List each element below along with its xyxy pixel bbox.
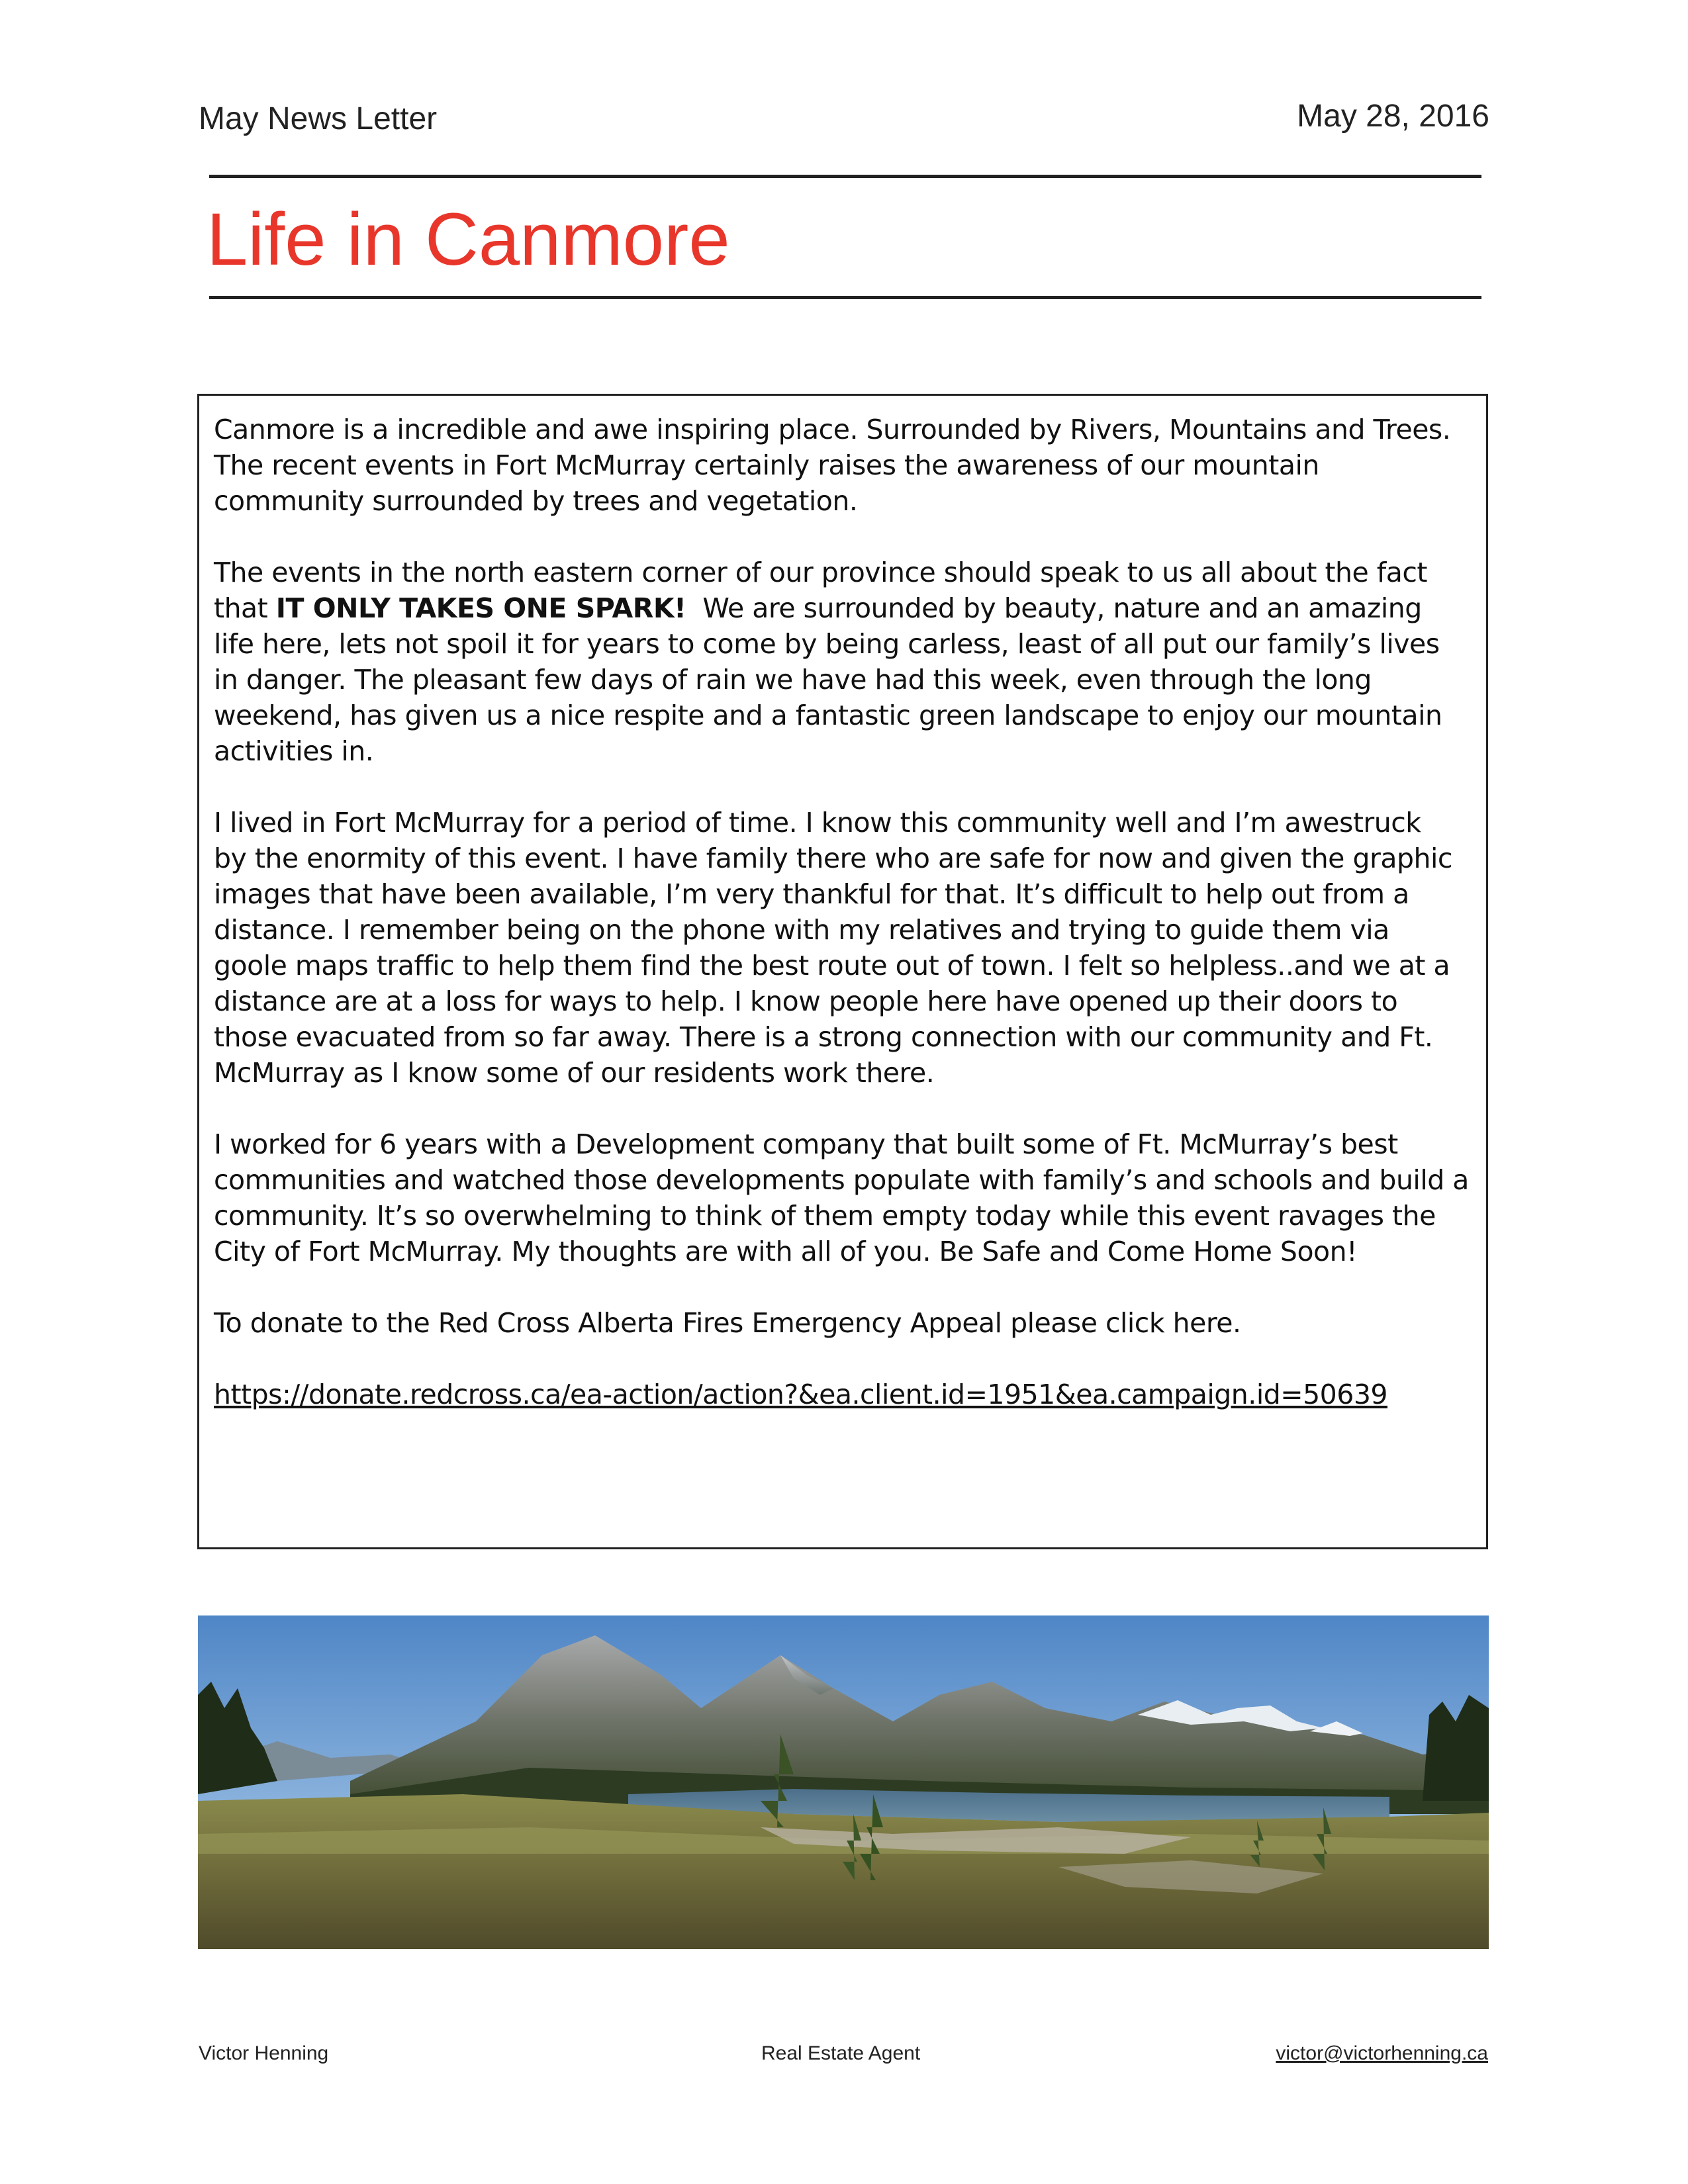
newsletter-label: May News Letter bbox=[199, 101, 438, 136]
article-line: McMurray as I know some of our residents work there. bbox=[214, 1057, 935, 1089]
footer-email-link[interactable]: victor@victorhenning.ca bbox=[1276, 2042, 1488, 2064]
article-line: communities and watched those developments populate with family’s and schools and build a bbox=[214, 1164, 1469, 1196]
article-line: City of Fort McMurray. My thoughts are with all of you. Be Safe and Come Home Soon! bbox=[214, 1236, 1358, 1267]
donate-text: To donate to the Red Cross Alberta Fires Emergency Appeal please click here. bbox=[214, 1307, 1241, 1339]
article-line: I lived in Fort McMurray for a period of time. I know this community well and I’m awestruck bbox=[214, 807, 1421, 839]
article-text: that bbox=[214, 592, 276, 624]
page-title: Life in Canmore bbox=[207, 198, 730, 281]
donate-link[interactable]: https://donate.redcross.ca/ea-action/action?&ea.client.id=1951&ea.campaign.id=50639 bbox=[214, 1379, 1388, 1410]
article-line: images that have been available, I’m very thankful for that. It’s difficult to help out from a bbox=[214, 878, 1409, 910]
article-line: I worked for 6 years with a Development company that built some of Ft. McMurray’s best bbox=[214, 1128, 1398, 1160]
article-line: The events in the north eastern corner of our province should speak to us all about the fact bbox=[214, 557, 1427, 588]
article-line: in danger. The pleasant few days of rain we have had this week, even through the long bbox=[214, 664, 1372, 696]
article-line: community surrounded by trees and vegetation. bbox=[214, 485, 858, 517]
footer-name: Victor Henning bbox=[199, 2042, 329, 2064]
mountain-panorama-image bbox=[198, 1615, 1489, 1949]
article-line: goole maps traffic to help them find the best route out of town. I felt so helpless..and we at a bbox=[214, 950, 1450, 981]
article-paragraph-2 bbox=[214, 555, 1473, 769]
article-line bbox=[214, 590, 1473, 626]
article-line: weekend, has given us a nice respite and a fantastic green landscape to enjoy our mountain bbox=[214, 700, 1442, 731]
article-line: by the enormity of this event. I have family there who are safe for now and given the graphic bbox=[214, 842, 1452, 874]
article-box bbox=[197, 394, 1488, 1549]
article-line: The recent events in Fort McMurray certainly raises the awareness of our mountain bbox=[214, 449, 1319, 481]
article-paragraph-1 bbox=[214, 412, 1473, 519]
donate-paragraph bbox=[214, 1305, 1473, 1341]
article-line: distance. I remember being on the phone with my relatives and trying to guide them via bbox=[214, 914, 1389, 946]
article-line: distance are at a loss for ways to help. I know people here have opened up their doors to bbox=[214, 985, 1398, 1017]
title-rule-bottom bbox=[209, 296, 1481, 299]
article-text: We are surrounded by beauty, nature and an amazing bbox=[686, 592, 1422, 624]
newsletter-date: May 28, 2016 bbox=[1297, 99, 1489, 134]
title-rule-top bbox=[209, 175, 1481, 178]
article-line: Canmore is a incredible and awe inspiring place. Surrounded by Rivers, Mountains and Trees. bbox=[214, 414, 1451, 445]
article-line: life here, lets not spoil it for years to come by being carless, least of all put our family’s lives bbox=[214, 628, 1440, 660]
article-line: community. It’s so overwhelming to think of them empty today while this event ravages the bbox=[214, 1200, 1436, 1232]
footer-role: Real Estate Agent bbox=[761, 2042, 921, 2064]
article-line: activities in. bbox=[214, 735, 374, 767]
article-paragraph-4 bbox=[214, 1126, 1473, 1269]
spark-emphasis: IT ONLY TAKES ONE SPARK! bbox=[275, 592, 686, 624]
article-line: those evacuated from so far away. There is a strong connection with our community and Ft. bbox=[214, 1021, 1433, 1053]
article-paragraph-3 bbox=[214, 805, 1473, 1091]
